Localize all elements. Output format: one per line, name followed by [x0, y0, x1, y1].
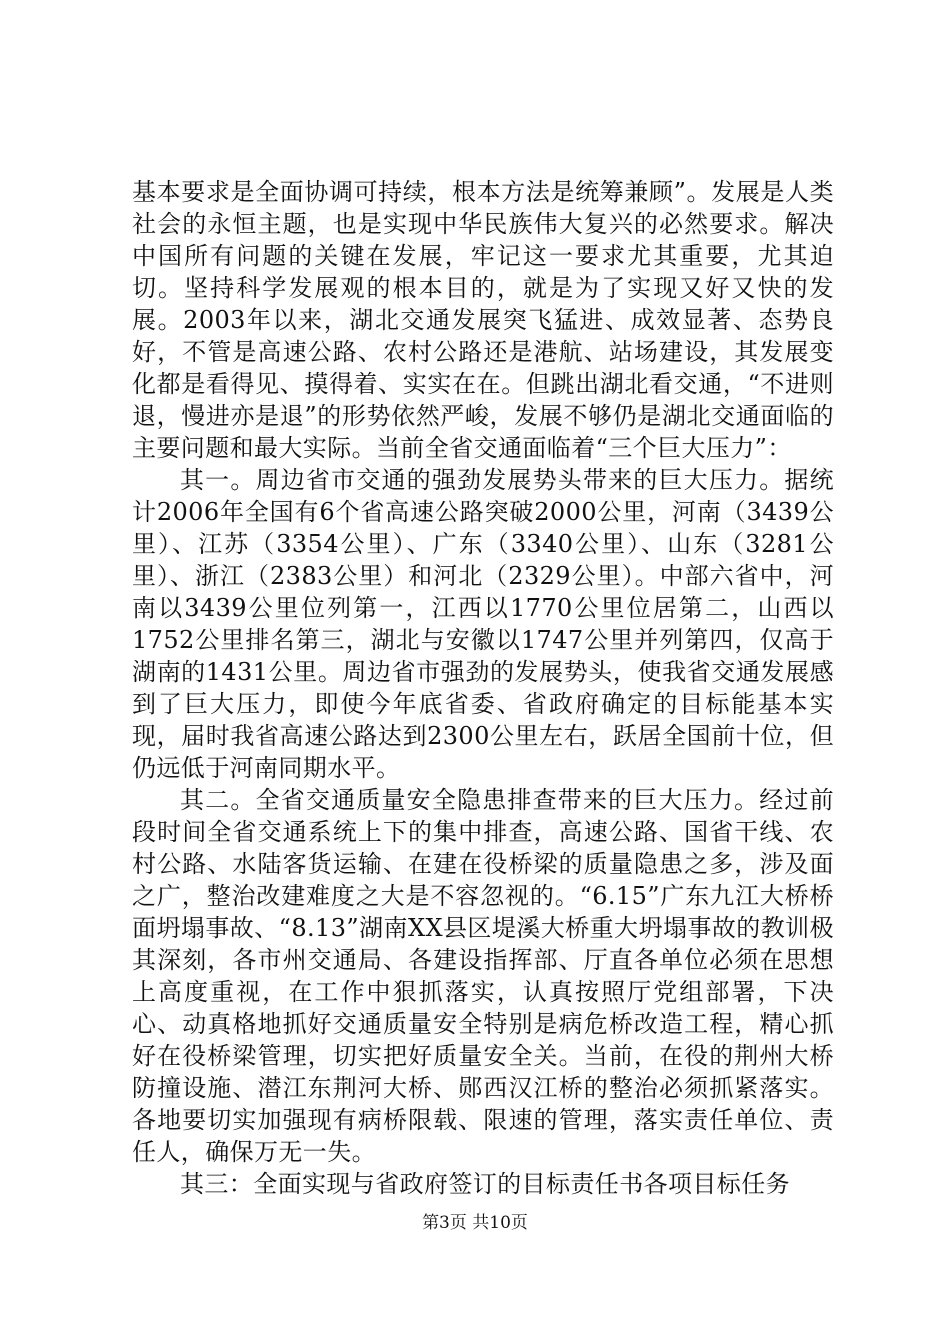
paragraph-4: 其三：全面实现与省政府签订的目标责任书各项目标任务: [180, 1170, 790, 1198]
paragraph-3: 其二。全省交通质量安全隐患排查带来的巨大压力。经过前段时间全省交通系统上下的集中排查，高速公路、国省干线、农村公路、水陆客货运输、在建在役桥梁的质量隐患之多，涉及面之广，整治改建难度之大是不容忽视的。“6.15”广东九江大桥桥面坍塌事故、“8.13”湖南XX县区堤溪大桥重大坍塌事故的教训极其深刻，各市州交通局、各建设指挥部、厅直各单位必须在思想上高度重视，在工作中狠抓落实，认真按照厅党组部署，下决心、动真格地抓好交通质量安全特别是病危桥改造工程，精心抓好在役桥梁管理，切实把好质量安全关。当前，在役的荆州大桥防撞设施、潜江东荆河大桥、郧西汉江桥的整治必须抓紧落实。各地要切实加强现有病桥限载、限速的管理，落实责任单位、责任人，确保万无一失。: [132, 786, 834, 1166]
paragraph-1: 基本要求是全面协调可持续，根本方法是统筹兼顾”。发展是人类社会的永恒主题，也是实现中华民族伟大复兴的必然要求。解决中国所有问题的关键在发展，牢记这一要求尤其重要，尤其迫切。坚持科学发展观的根本目的，就是为了实现又好又快的发展。2003年以来，湖北交通发展突飞猛进、成效显著、态势良好，不管是高速公路、农村公路还是港航、站场建设，其发展变化都是看得见、摸得着、实实在在。但跳出湖北看交通，“不进则退，慢进亦是退”的形势依然严峻，发展不够仍是湖北交通面临的主要问题和最大实际。当前全省交通面临着“三个巨大压力”：: [132, 178, 834, 462]
page-number-label: 第3页 共10页: [422, 1213, 528, 1233]
paragraph-2: 其一。周边省市交通的强劲发展势头带来的巨大压力。据统计2006年全国有6个省高速公路突破2000公里，河南（3439公里）、江苏（3354公里）、广东（3340公里）、山东（3281公里）、浙江（2383公里）和河北（2329公里）。中部六省中，河南以3439公里位列第一，江西以1770公里位居第二，山西以1752公里排名第三，湖北与安徽以1747公里并列第四，仅高于湖南的1431公里。周边省市强劲的发展势头，使我省交通发展感到了巨大压力，即使今年底省委、省政府确定的目标能基本实现，届时我省高速公路达到2300公里左右，跃居全国前十位，但仍远低于河南同期水平。: [132, 466, 834, 782]
page-footer: [0, 1212, 950, 1234]
document-body: [132, 176, 834, 1200]
